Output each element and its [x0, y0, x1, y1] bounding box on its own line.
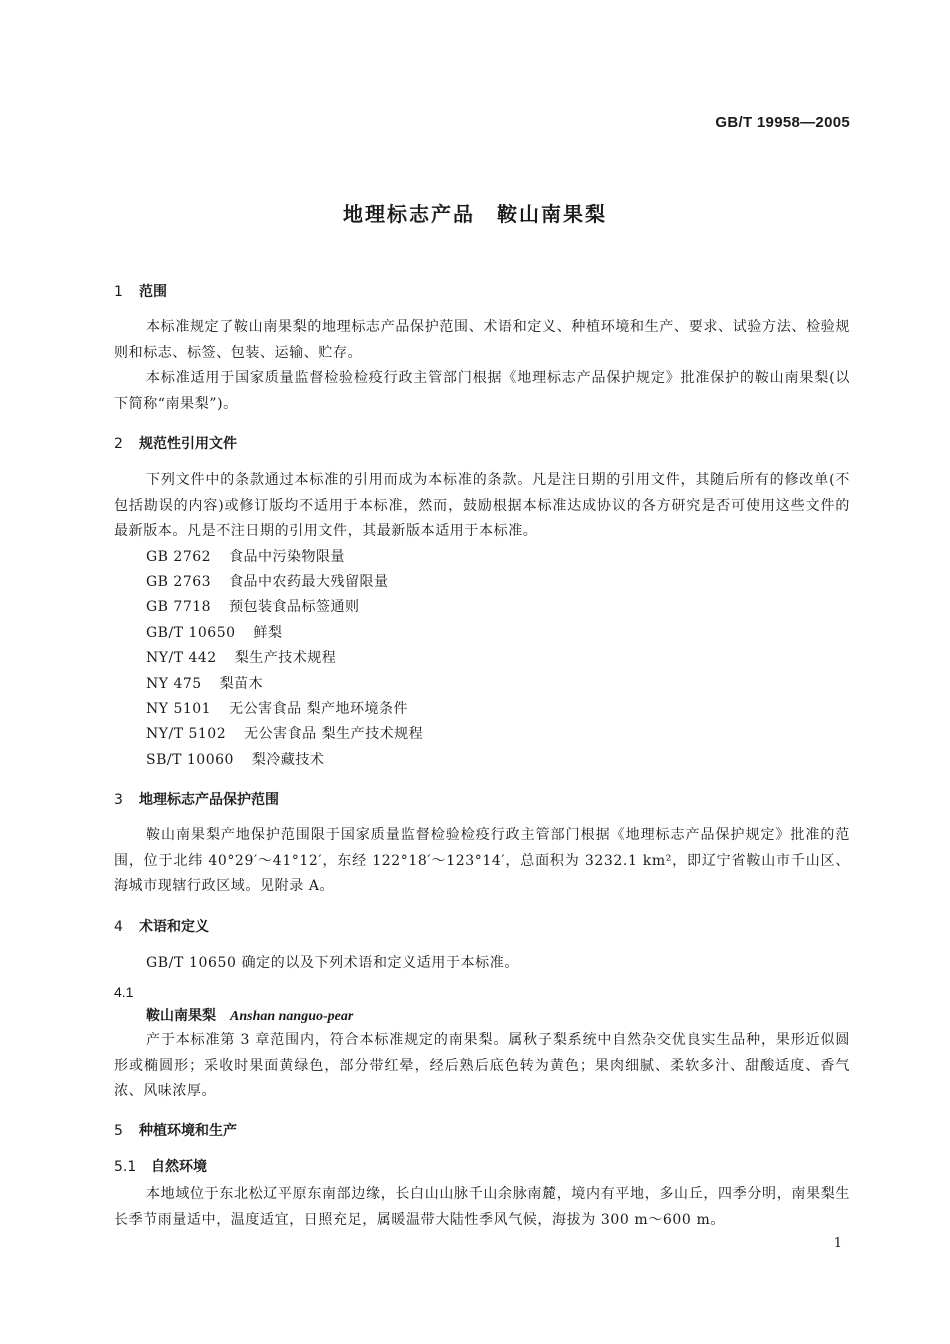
ref-title: 食品中农药最大残留限量: [229, 573, 389, 590]
paragraph: 本标准适用于国家质量监督检验检疫行政主管部门根据《地理标志产品保护规定》批准保护的鞍山南果梨(以下简称“南果梨”)。: [114, 370, 850, 412]
paragraph: GB/T 10650 确定的以及下列术语和定义适用于本标准。: [146, 955, 519, 971]
section-5-1-body: [114, 1182, 850, 1233]
section-title: 自然环境: [151, 1159, 207, 1175]
ref-code: GB 2762: [146, 548, 212, 565]
reference-list: [114, 545, 850, 774]
ref-code: GB 7718: [146, 599, 212, 616]
section-title: 种植环境和生产: [139, 1123, 237, 1139]
section-3-heading: [114, 790, 850, 810]
term-entry: [114, 1006, 882, 1027]
ref-code: NY 5101: [146, 700, 212, 717]
ref-title: 梨苗木: [219, 675, 264, 692]
ref-code: NY 475: [146, 675, 202, 692]
standard-number: GB/T 19958—2005: [715, 114, 850, 131]
ref-title: 预包装食品标签通则: [229, 599, 360, 616]
paragraph: 本地域位于东北松辽平原东南部边缘，长白山山脉千山余脉南麓，境内有平地，多山丘，四季分明，南果梨生长季节雨量适中，温度适宜，日照充足，属暖温带大陆性季风气候，海拔为 300 m～600 m。: [114, 1186, 850, 1228]
ref-code: GB/T 10650: [146, 624, 236, 641]
paragraph: 下列文件中的条款通过本标准的引用而成为本标准的条款。凡是注日期的引用文件，其随后所有的修改单(不包括勘误的内容)或修订版均不适用于本标准，然而，鼓励根据本标准达成协议的各方研究是否可使用这些文件的最新版本。凡是不注日期的引用文件，其最新版本适用于本标准。: [114, 472, 850, 539]
section-number: 4: [114, 919, 123, 935]
list-item: [114, 570, 850, 595]
ref-title: 无公害食品 梨生产技术规程: [244, 726, 424, 743]
section-5-heading: [114, 1121, 850, 1141]
section-number: 2: [114, 436, 123, 452]
list-item: [114, 672, 850, 697]
section-title: 范围: [139, 284, 167, 300]
section-1-body: [114, 315, 850, 417]
section-title: 术语和定义: [139, 919, 209, 935]
paragraph: 鞍山南果梨产地保护范围限于国家质量监督检验检疫行政主管部门根据《地理标志产品保护规定》批准的范围，位于北纬 40°29′～41°12′，东经 122°18′～123°14′，总面积为 3232.1 km²，即辽宁省鞍山市千山区、海城市现辖行政区域。见附录 A。: [114, 827, 850, 894]
section-number: 5.1: [114, 1159, 137, 1175]
ref-code: GB 2763: [146, 573, 212, 590]
list-item: [114, 621, 850, 646]
ref-code: NY/T 442: [146, 650, 217, 667]
term-en: Anshan nanguo-pear: [230, 1009, 354, 1024]
ref-code: SB/T 10060: [146, 751, 234, 768]
ref-code: NY/T 5102: [146, 726, 227, 743]
section-title: 规范性引用文件: [139, 436, 237, 452]
term-definition: [114, 1028, 850, 1105]
ref-title: 无公害食品 梨产地环境条件: [229, 700, 409, 717]
list-item: [114, 545, 850, 570]
section-3-body: [114, 823, 850, 900]
list-item: [114, 697, 850, 722]
ref-title: 梨冷藏技术: [251, 751, 325, 768]
section-number: 1: [114, 284, 123, 300]
list-item: [114, 595, 850, 620]
ref-title: 梨生产技术规程: [234, 650, 337, 667]
page-number: 1: [833, 1236, 842, 1251]
subsection-4-1-number: 4.1: [114, 984, 134, 1000]
subsection-5-1-heading: [114, 1157, 850, 1177]
list-item: [114, 722, 850, 747]
section-4-heading: [114, 917, 850, 937]
section-title: 地理标志产品保护范围: [139, 792, 279, 808]
section-number: 5: [114, 1123, 123, 1139]
ref-title: 鲜梨: [253, 624, 283, 641]
ref-title: 食品中污染物限量: [229, 548, 346, 565]
list-item: [114, 748, 850, 773]
list-item: [114, 646, 850, 671]
section-2-body: [114, 468, 850, 773]
section-1-heading: [114, 282, 850, 302]
paragraph: 产于本标准第 3 章范围内，符合本标准规定的南果梨。属秋子梨系统中自然杂交优良实生品种，果形近似圆形或椭圆形；采收时果面黄绿色，部分带红晕，经后熟后底色转为黄色；果肉细腻、柔软多汁、甜酸适度、香气浓、风味浓厚。: [114, 1032, 850, 1099]
term-cn: 鞍山南果梨: [146, 1008, 216, 1024]
section-2-heading: [114, 434, 850, 454]
document-title: 地理标志产品 鞍山南果梨: [343, 202, 607, 226]
section-4-body: [114, 951, 850, 977]
section-number: 3: [114, 792, 123, 808]
paragraph: 本标准规定了鞍山南果梨的地理标志产品保护范围、术语和定义、种植环境和生产、要求、试验方法、检验规则和标志、标签、包装、运输、贮存。: [114, 319, 850, 361]
